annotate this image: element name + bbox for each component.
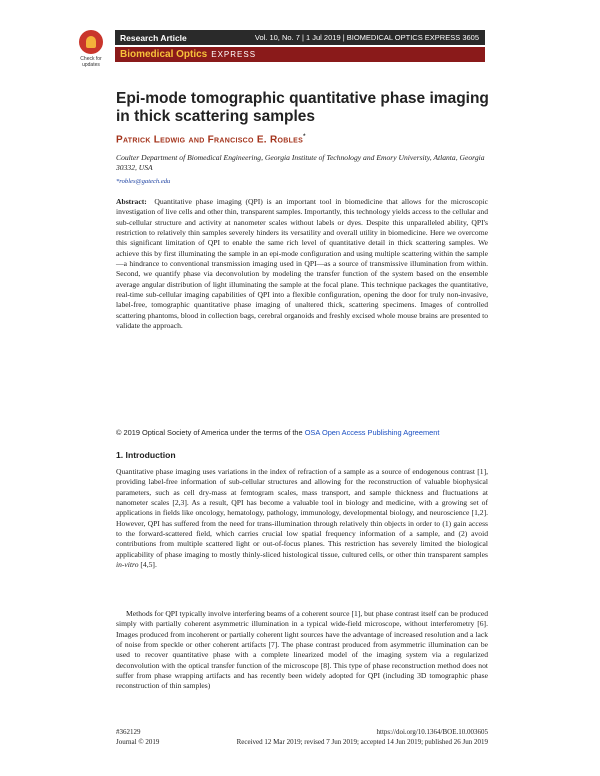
journal-brand-bar xyxy=(115,47,485,62)
paragraph-1-text: Quantitative phase imaging uses variations in the index of refraction of a sample as a source of endogenous contrast [1], providing label-free information of sub-cellular structures and allowing for the reconstruction of valuable biophysical parameters, such as cell dry-mass at femtogram scales, mass transport, and sample thickness and fluctuations at nanometer scales [2,3]. As a result, QPI has become a valuable tool in biology and medicine, with a growing set of applications in fields like oncology, hematology, pathology, immunology, developmental biology, and neuroscience [1,2]. However, QPI has suffered from the need for trans-illumination through relatively thin objects in order to (1) gain access to the forward-scattered field, which carries crucial low spatial frequency information of a sample, and (2) avoid contributions from multiple scattered light or out-of-focus planes. This restriction has severely limited the biological applicability of phase imaging to mostly thinly-sliced histological tissue, cultured cells, or other thin transparent samples xyxy=(116,467,488,559)
paragraph-2-text: Methods for QPI typically involve interfering beams of a coherent source [1], but phase contrast itself can be produced simply with partially coherent asymmetric illumination in a typical wide-field microscope, without interferometry [6]. Images produced from incoherent or partially coherent light sources have the advantage of increased resolution and a lack of noise from speckle or other coherent artifacts [7]. The phase contrast produced from asymmetric illumination can be used to recover quantitative phase with a complete linearized model of the imaging system via a regularized deconvolution with the optical transfer function of the microscope [8]. This type of phase reconstruction method does not suffer from phase wrapping artifacts and has recently been widely adopted for QPI (including 3D tomographic phase reconstruction of thin samples) xyxy=(116,609,488,691)
intro-paragraph-1 xyxy=(116,467,488,570)
author-email[interactable]: *robles@gatech.edu xyxy=(116,178,171,185)
footer-right xyxy=(237,728,488,747)
authors xyxy=(116,134,306,145)
abstract-label: Abstract: xyxy=(116,197,147,206)
journal-header-bar xyxy=(115,30,485,45)
intro-paragraph-2 xyxy=(116,609,488,692)
copyright-text: © 2019 Optical Society of America under the terms of the xyxy=(116,428,303,437)
open-access-link[interactable]: OSA Open Access Publishing Agreement xyxy=(304,428,440,437)
crossmark-icon xyxy=(79,30,103,54)
article-type: Research Article xyxy=(120,32,187,43)
footer-left xyxy=(116,728,159,747)
journal-copyright: Journal © 2019 xyxy=(116,737,160,746)
copyright-line xyxy=(116,428,439,437)
doi-link[interactable]: https://doi.org/10.1364/BOE.10.003605 xyxy=(376,728,488,736)
citation: Vol. 10, No. 7 | 1 Jul 2019 | BIOMEDICAL OPTICS EXPRESS 3605 xyxy=(254,33,479,42)
author-mark: * xyxy=(303,134,306,140)
affiliation: Coulter Department of Biomedical Engineering, Georgia Institute of Technology and Emory University, Atlanta, Georgia 30332, USA xyxy=(116,153,485,172)
section-heading: 1. Introduction xyxy=(116,450,176,460)
article-title: Epi-mode tomographic quantitative phase imaging in thick scattering samples xyxy=(116,90,489,125)
paragraph-1-end: [4,5]. xyxy=(140,560,157,570)
author-names: Patrick Ledwig and Francisco E. Robles xyxy=(116,134,304,146)
paragraph-1-italic: in-vitro xyxy=(116,560,139,570)
publication-dates: Received 12 Mar 2019; revised 7 Jun 2019; accepted 14 Jun 2019; published 26 Jun 2019 xyxy=(236,737,488,746)
abstract-text: Quantitative phase imaging (QPI) is an important tool in biomedicine that allows for the microscopic investigation of live cells and other thin, transparent samples. Importantly, this technology yields access to the cellular and sub-cellular structure and activity at nanometer scales without labels or dyes. Despite this unparalleled ability, QPI's restriction to relatively thin samples severely hinders its versatility and overall utility in biomedicine. Here we overcome this significant limitation of QPI to enable the same rich level of quantitative detail in thick scattering samples. We achieve this by first illuminating the sample in an epi-mode configuration and using multiple scattering within the sample—a hindrance to conventional transmission imaging used in QPI—as a source of transmissive illumination from within. Second, we quantify phase via deconvolution by modeling the transfer function of the system based on the ensemble average angular distribution of light illuminating the sample at the focal plane. This technique packages the quantitative, real-time sub-cellular imaging capabilities of QPI into a flexible configuration, opening the door for truly non-invasive, label-free, tomographic quantitative phase imaging of unaltered thick, scattering specimens. Images of controlled scattering phantoms, blood in collection bags, cerebral organoids and freshly excised whole mouse brains are presented to validate the approach. xyxy=(116,197,488,331)
badge-text: Check for updates xyxy=(80,56,102,68)
journal-name: Biomedical Optics xyxy=(120,49,208,60)
journal-suffix: EXPRESS xyxy=(211,50,257,59)
check-for-updates-badge[interactable] xyxy=(76,28,106,70)
article-id: #362129 xyxy=(116,728,141,736)
abstract xyxy=(116,197,488,331)
